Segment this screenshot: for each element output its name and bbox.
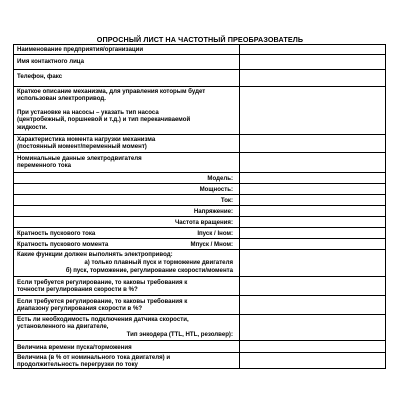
label-functions-b: б) пуск, торможение, регулирование скорости/момента bbox=[65, 267, 233, 274]
questionnaire-table bbox=[13, 44, 386, 369]
input-rotation[interactable] bbox=[240, 217, 385, 227]
input-sensor[interactable] bbox=[240, 315, 385, 340]
input-current[interactable] bbox=[240, 195, 385, 205]
row-accel-time bbox=[14, 341, 385, 353]
form-title: ОПРОСНЫЙ ЛИСТ НА ЧАСТОТНЫЙ ПРЕОБРАЗОВАТЕЛЬ bbox=[96, 35, 304, 44]
row-power bbox=[14, 184, 385, 195]
label-current: Ток: bbox=[220, 197, 233, 204]
label-description: Краткое описание механизма, для управления которым будет использован электропривод. bbox=[17, 88, 206, 103]
label-pumps-note: При установке на насосы – указать тип насоса (центробежный, поршневой и т.д.) и тип перекачиваемой жидкости. bbox=[17, 109, 191, 131]
label-motor-data: Номинальные данные электродвигателя переменного тока bbox=[17, 155, 142, 170]
label-overload: Величина (в % от номинального тока двигателя) и продолжительность перегрузки по току bbox=[17, 354, 171, 369]
row-load-char bbox=[14, 135, 385, 153]
row-sensor bbox=[14, 315, 385, 341]
input-company[interactable] bbox=[240, 45, 385, 54]
label-phone: Телефон, факс bbox=[17, 73, 63, 80]
row-start-torque bbox=[14, 239, 385, 250]
row-phone bbox=[14, 70, 385, 87]
input-motor-data[interactable] bbox=[240, 153, 385, 172]
label-voltage: Напряжение: bbox=[193, 208, 233, 215]
label-range: Если требуется регулирование, то каковы требования к диапазону регулирования скорости в %? bbox=[17, 298, 188, 313]
row-rotation bbox=[14, 217, 385, 228]
input-load-char[interactable] bbox=[240, 135, 385, 152]
label-sensor: Есть ли необходимость подключения датчика скорости, установленного на двигателе, bbox=[17, 316, 189, 331]
row-contact bbox=[14, 55, 385, 70]
label-precision: Если требуется регулирование, то каковы требования к точности регулирования скорости в %? bbox=[17, 279, 188, 294]
input-power[interactable] bbox=[240, 184, 385, 194]
label-accel-time: Величина времени пуска/торможения bbox=[17, 344, 132, 351]
label-start-torque: Кратность пускового момента bbox=[17, 241, 109, 248]
label-functions-question: Какие функции должен выполнять электропривод: bbox=[17, 251, 173, 258]
label-start-torque-formula: Мпуск / Мном: bbox=[190, 241, 233, 248]
input-range[interactable] bbox=[240, 296, 385, 314]
label-contact: Имя контактного лица bbox=[17, 58, 85, 65]
label-encoder: Тип энкодера (TTL, HTL, резолвер): bbox=[126, 331, 233, 338]
row-company bbox=[14, 45, 385, 55]
label-functions-a: а) только плавный пуск и торможение двигателя bbox=[84, 259, 233, 266]
row-current bbox=[14, 195, 385, 206]
row-range bbox=[14, 296, 385, 315]
input-functions[interactable] bbox=[240, 250, 385, 276]
input-start-current[interactable] bbox=[240, 228, 385, 238]
input-accel-time[interactable] bbox=[240, 341, 385, 352]
input-precision[interactable] bbox=[240, 277, 385, 295]
input-model[interactable] bbox=[240, 173, 385, 183]
input-overload[interactable] bbox=[240, 353, 385, 369]
row-start-current bbox=[14, 228, 385, 239]
row-precision bbox=[14, 277, 385, 296]
label-power: Мощность: bbox=[199, 186, 233, 193]
row-model bbox=[14, 173, 385, 184]
input-contact[interactable] bbox=[240, 55, 385, 69]
label-rotation: Частота вращения: bbox=[174, 219, 233, 226]
input-phone[interactable] bbox=[240, 70, 385, 86]
label-load-char: Характеристика момента нагрузки механизма (постоянный момент/переменный момент) bbox=[17, 136, 156, 151]
input-start-torque[interactable] bbox=[240, 239, 385, 249]
row-voltage bbox=[14, 206, 385, 217]
label-start-current-formula: Iпуск / Iном: bbox=[197, 230, 233, 237]
input-description[interactable] bbox=[240, 87, 385, 134]
row-description bbox=[14, 87, 385, 135]
row-motor-data bbox=[14, 153, 385, 173]
label-model: Модель: bbox=[207, 175, 233, 182]
row-overload bbox=[14, 353, 385, 369]
label-company: Наименование предприятия/организации bbox=[17, 46, 144, 53]
label-start-current: Кратность пускового тока bbox=[17, 230, 96, 237]
input-voltage[interactable] bbox=[240, 206, 385, 216]
row-functions bbox=[14, 250, 385, 277]
